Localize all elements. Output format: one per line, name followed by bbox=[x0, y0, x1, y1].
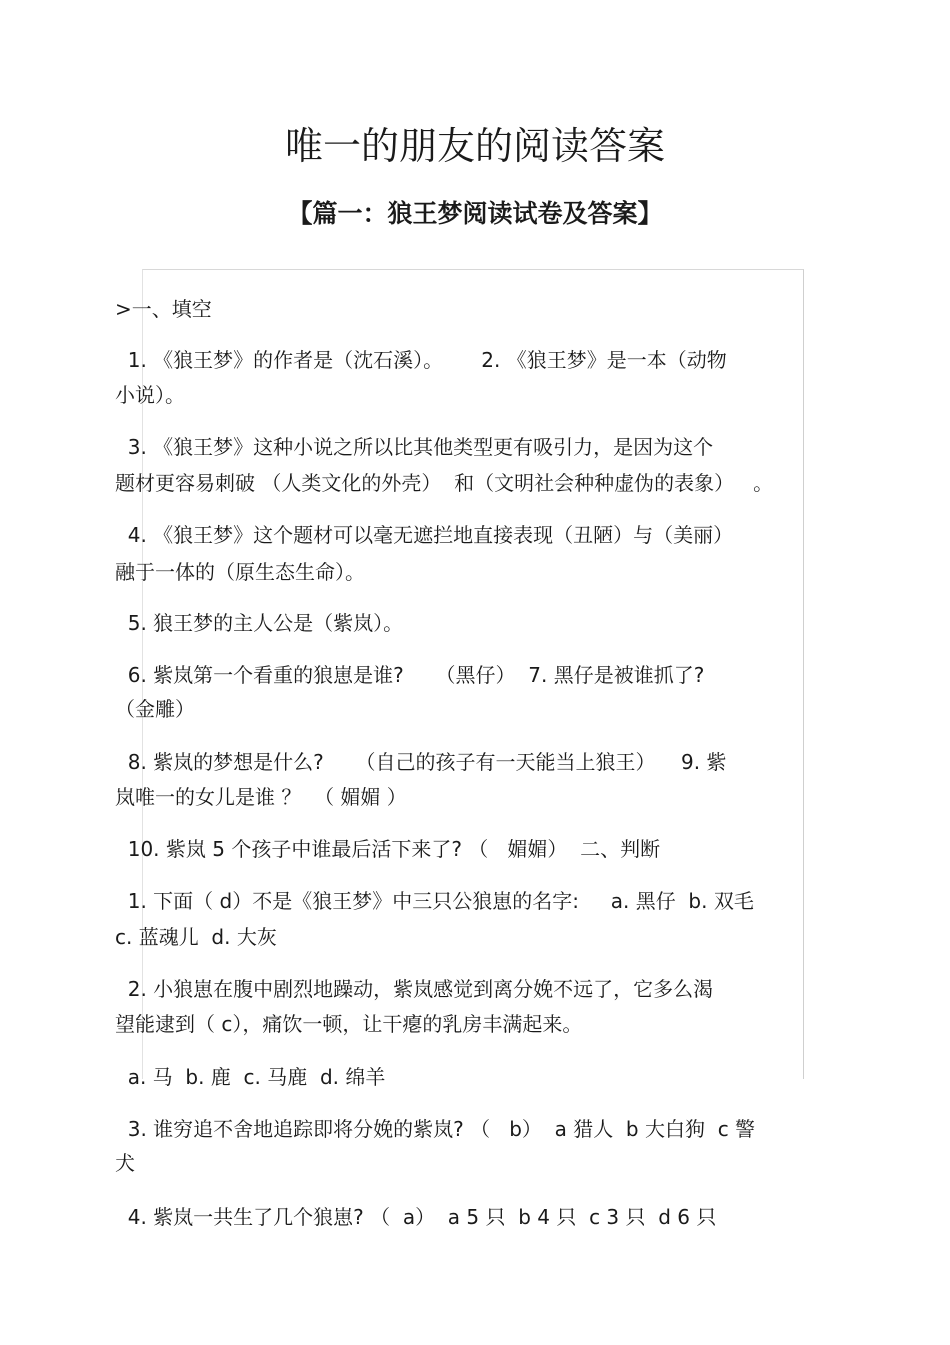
question-line: 融于一体的（原生态生命）。 bbox=[115, 560, 365, 584]
question-line: 4. 紫岚一共生了几个狼崽? （ a） a 5 只 b 4 只 c 3 只 d 6 只 bbox=[115, 1205, 717, 1229]
question-line: 4. 《狼王梦》这个题材可以毫无遮拦地直接表现（丑陋）与（美丽） bbox=[115, 523, 734, 547]
document-title: 唯一的朋友的阅读答案 bbox=[284, 124, 665, 168]
question-line: a. 马 b. 鹿 c. 马鹿 d. 绵羊 bbox=[115, 1065, 386, 1089]
question-line: 犬 bbox=[115, 1151, 135, 1175]
question-line: 小说）。 bbox=[115, 383, 185, 407]
question-line: 8. 紫岚的梦想是什么? （自己的孩子有一天能当上狼王） 9. 紫 bbox=[115, 750, 727, 774]
question-line: （金雕） bbox=[115, 697, 195, 721]
question-line: c. 蓝魂儿 d. 大灰 bbox=[115, 925, 277, 949]
section-heading-fill-in: >一、填空 bbox=[115, 297, 212, 321]
question-line: 2. 小狼崽在腹中剧烈地躁动，紫岚感觉到离分娩不远了，它多么渴 bbox=[115, 977, 714, 1001]
question-line: 望能逮到（ c），痛饮一顿，让干瘪的乳房丰满起来。 bbox=[115, 1012, 583, 1036]
question-line: 5. 狼王梦的主人公是（紫岚）。 bbox=[115, 611, 404, 635]
question-line: 1. 下面（ d）不是《狼王梦》中三只公狼崽的名字: a. 黑仔 b. 双毛 bbox=[115, 889, 754, 913]
question-line: 6. 紫岚第一个看重的狼崽是谁? （黑仔） 7. 黑仔是被谁抓了? bbox=[115, 663, 705, 687]
document-subtitle: 【篇一：狼王梦阅读试卷及答案】 bbox=[287, 199, 663, 228]
question-line: 岚唯一的女儿是谁 ？ （ 媚媚 ） bbox=[115, 785, 407, 809]
question-line: 1. 《狼王梦》的作者是（沈石溪）。 2. 《狼王梦》是一本（动物 bbox=[115, 348, 727, 372]
question-line: 3. 《狼王梦》这种小说之所以比其他类型更有吸引力，是因为这个 bbox=[115, 435, 714, 459]
question-line: 题材更容易刺破 （人类文化的外壳） 和（文明社会种种虚伪的表象） 。 bbox=[115, 471, 774, 495]
question-line: 10. 紫岚 5 个孩子中谁最后活下来了? （ 媚媚） 二、判断 bbox=[115, 837, 661, 861]
question-line: 3. 谁穷追不舍地追踪即将分娩的紫岚? （ b） a 猎人 b 大白狗 c 警 bbox=[115, 1117, 756, 1141]
